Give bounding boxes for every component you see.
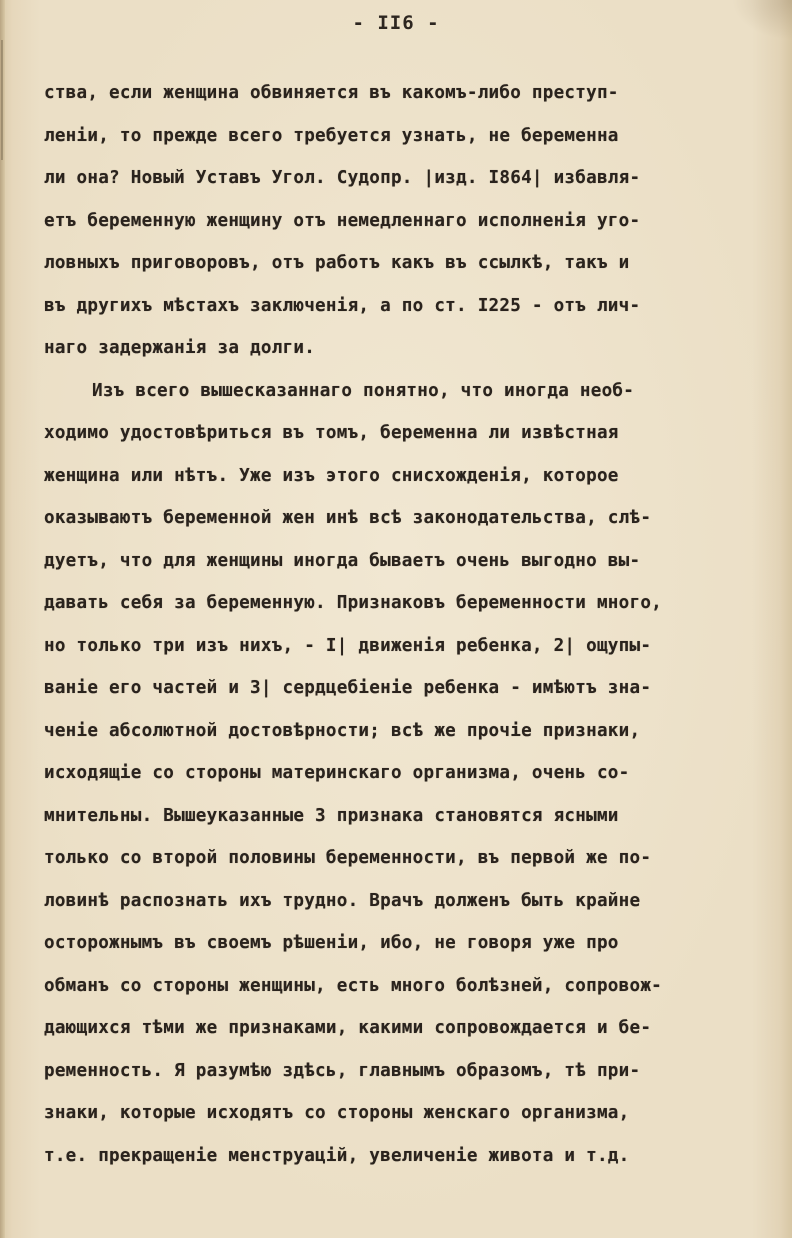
- text-line: въ другихъ мѣстахъ заключенiя, а по ст. I225 - отъ лич-: [44, 295, 641, 316]
- body-text: [44, 72, 764, 1177]
- text-line: обманъ со стороны женщины, есть много болѣзней, сопровож-: [44, 975, 663, 996]
- text-line: женщина или нѣтъ. Уже изъ этого снисхожденiя, которое: [44, 465, 619, 486]
- text-line: Изъ всего вышесказаннаго понятно, что иногда необ-: [92, 380, 635, 401]
- paragraph-1: [44, 72, 764, 370]
- text-line: наго задержанiя за долги.: [44, 338, 316, 358]
- page-number: - II6 -: [352, 12, 440, 34]
- text-line: но только три изъ нихъ, - I| движенiя ребенка, 2| ощупы-: [44, 635, 652, 656]
- text-line: ли она? Новый Уставъ Угол. Судопр. |изд. I864| избавля-: [44, 168, 641, 188]
- margin-mark: [1, 40, 3, 160]
- text-line: только со второй половины беременности, въ первой же по-: [44, 848, 652, 868]
- text-line: етъ беременную женщину отъ немедленнаго исполненiя уго-: [44, 210, 641, 231]
- text-line: осторожнымъ въ своемъ рѣшенiи, ибо, не говоря уже про: [44, 933, 619, 953]
- text-line: мнительны. Вышеуказанные 3 признака становятся ясными: [44, 805, 619, 826]
- text-line: давать себя за беременную. Признаковъ беременности много,: [44, 593, 663, 613]
- text-line: ходимо удостовѣриться въ томъ, беременна ли извѣстная: [44, 423, 619, 443]
- text-line: т.е. прекращенiе менструацiй, увеличенiе живота и т.д.: [44, 1145, 630, 1166]
- text-line: ловныхъ приговоровъ, отъ работъ какъ въ ссылкѣ, такъ и: [44, 253, 630, 273]
- text-line: ленiи, то прежде всего требуется узнать, не беременна: [44, 125, 619, 146]
- text-line: ченiе абсолютной достовѣрности; всѣ же прочiе признаки,: [44, 720, 641, 741]
- text-line: ства, если женщина обвиняется въ какомъ-либо преступ-: [44, 83, 619, 103]
- text-line: ременность. Я разумѣю здѣсь, главнымъ образомъ, тѣ при-: [44, 1060, 641, 1081]
- text-line: дающихся тѣми же признаками, какими сопровождается и бе-: [44, 1018, 652, 1038]
- text-line: ванiе его частей и 3| сердцебiенiе ребенка - имѣютъ зна-: [44, 678, 652, 698]
- page-binding-edge: [0, 0, 5, 1238]
- paragraph-2: [44, 370, 764, 1178]
- text-line: дуетъ, что для женщины иногда бываетъ очень выгодно вы-: [44, 550, 641, 571]
- text-line: ловинѣ распознать ихъ трудно. Врачъ долженъ быть крайне: [44, 890, 641, 911]
- text-line: знаки, которые исходятъ со стороны женскаго организма,: [44, 1103, 630, 1123]
- text-line: оказываютъ беременной жен инѣ всѣ законодательства, слѣ-: [44, 508, 652, 528]
- text-line: исходящiе со стороны материнскаго организма, очень со-: [44, 763, 630, 783]
